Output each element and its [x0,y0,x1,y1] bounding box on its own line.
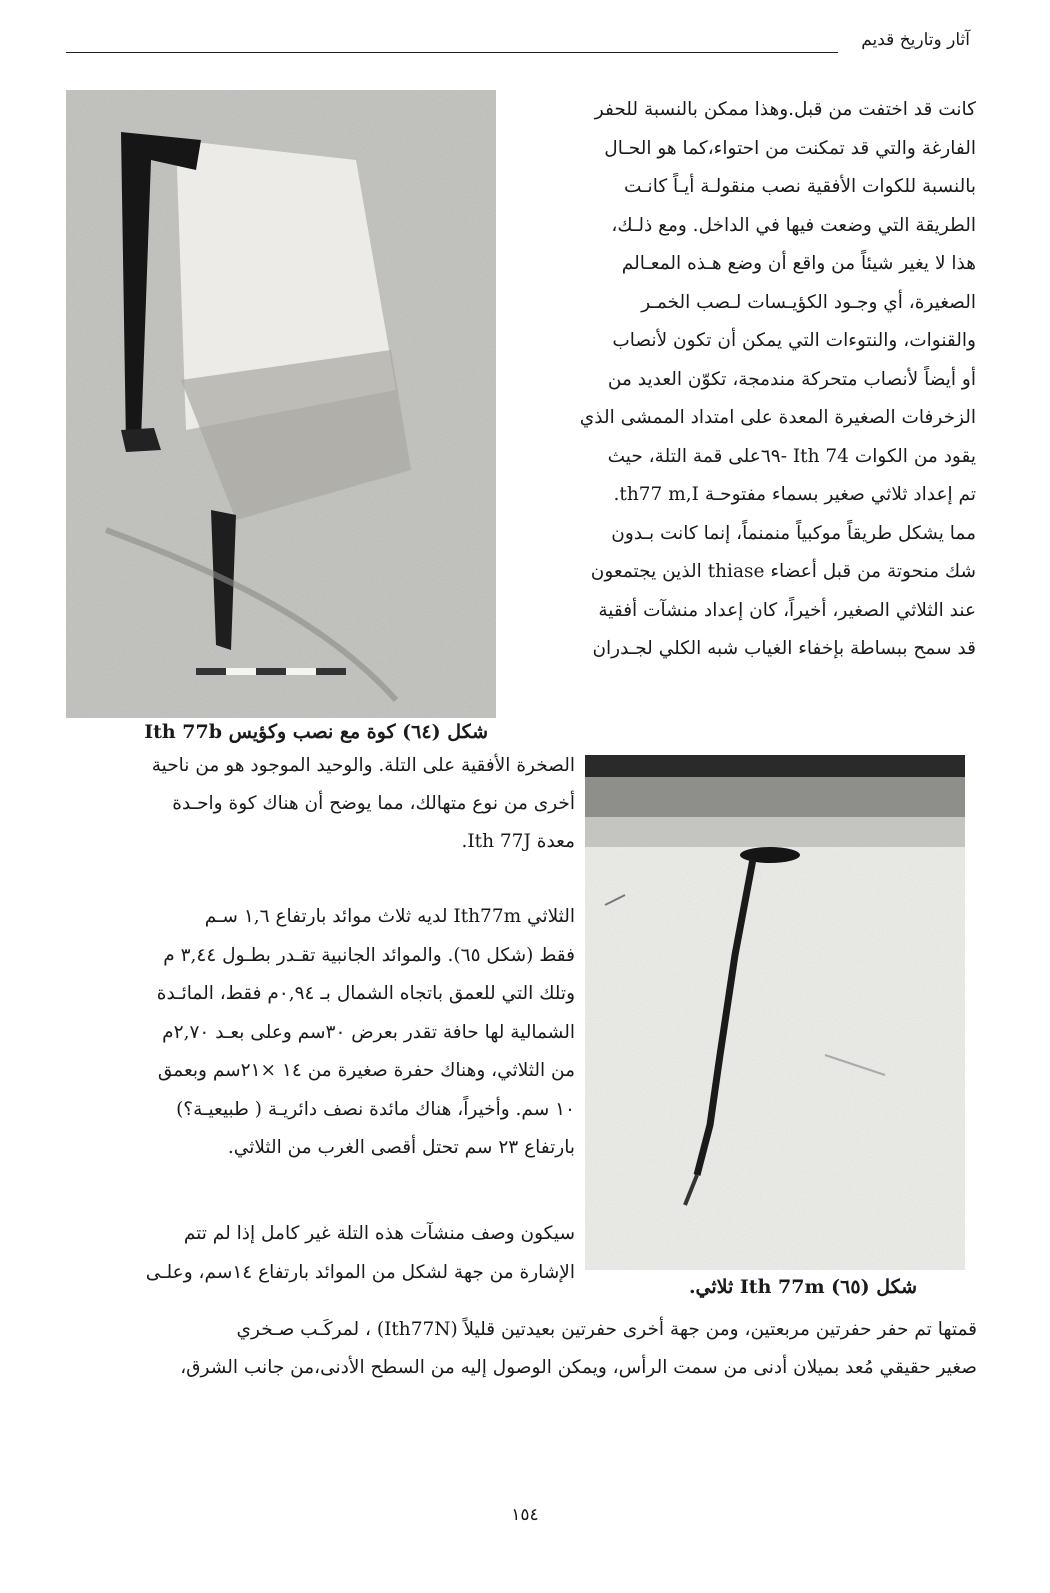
text-line: سيكون وصف منشآت هذه التلة غير كامل إذا لم تتم [183,1223,575,1244]
text-line: الإشارة من جهة لشكل من الموائد بارتفاع ١٤سم، وعلـى [145,1261,575,1283]
text-line: والقنوات، والنتوءات التي يمكن أن تكون لأنصاب [612,330,976,351]
text-line: الفارغة والتي قد تمكنت من احتواء،كما هو الحـال [604,137,976,159]
left-mid-text [70,898,575,1168]
figure-64-photo [66,90,496,718]
text-line: هذا لا يغير شيئاً من واقع أن وضع هـذه المعـالم [621,253,976,274]
header-title: آثار وتاريخ قديم [861,30,970,50]
left-low-text [70,1215,575,1292]
header-rule [66,52,838,53]
text-line: قمتها تم حفر حفرتين مربعتين، ومن جهة أخرى حفرتين بعيدتين قليلاً (Ith77N) ، لمركَـب صـخري [236,1319,977,1340]
text-line: بالنسبة للكوات الأفقية نصب منقولـة أيـاً كانـت [623,176,976,197]
text-line: فقط (شكل ٦٥). والموائد الجانبية تقـدر بطـول ٣,٤٤ م [163,944,575,966]
text-line: وتلك التي للعمق باتجاه الشمال بـ ٠,٩٤م فقط، المائـدة [156,983,575,1004]
full-width-text [72,1311,977,1387]
text-line: من الثلاثي، وهناك حفرة صغيرة من ١٤ ×٢١سم وبعمق [157,1060,575,1081]
figure-65-caption: شكل (٦٥) Ith 77m ثلاثي. [688,1276,917,1298]
text-line: الشمالية لها حافة تقدر بعرض ٣٠سم وعلى بعـد ٢,٧٠م [162,1021,575,1043]
text-line: الصخرة الأفقية على التلة. والوحيد الموجود هو من ناحية [151,755,575,776]
page-number: ١٥٤ [511,1505,539,1525]
text-line: أخرى من نوع متهالك، مما يوضح أن هناك كوة واحـدة [172,793,575,814]
text-line: ١٠ سم. وأخيراً، هناك مائدة نصف دائريـة ( طبيعيـة؟) [176,1098,575,1120]
text-line: بارتفاع ٢٣ سم تحتل أقصى الغرب من الثلاثي. [227,1137,575,1158]
text-line: صغير حقيقي مُعد بميلان أدنى من سمت الرأس، ويمكن الوصول إليه من السطح الأدنى،من جانب الشرق، [180,1357,977,1378]
text-line: تم إعداد ثلاثي صغير بسماء مفتوحـة th77 m,I. [613,484,976,505]
text-line: الثلاثي Ith77m لديه ثلاث موائد بارتفاع ١,٦ سـم [204,906,575,927]
right-column-text [521,91,976,669]
text-line: قد سمح ببساطة بإخفاء الغياب شبه الكلي لجـدران [592,638,976,659]
text-line: مما يشكل طريقاً موكبياً منمنماً، إنما كانت بـدون [611,522,976,544]
text-line: الطريقة التي وضعت فيها في الداخل. ومع ذلـك، [611,214,976,236]
text-line: معدة Ith 77J. [461,831,575,852]
text-line: الزخرفات الصغيرة المعدة على امتداد الممشى الذي [579,407,976,428]
figure-64-caption: شكل (٦٤) كوة مع نصب وكؤيس Ith 77b [144,721,488,743]
text-line: يقود من الكوات Ith 74 -٦٩على قمة التلة، حيث [607,445,976,467]
text-line: عند الثلاثي الصغير، أخيراً، كان إعداد منشآت أفقية [598,599,976,621]
text-line: كانت قد اختفت من قبل.وهذا ممكن بالنسبة للحفر [594,99,976,120]
text-line: أو أيضاً لأنصاب متحركة مندمجة، تكوّن العديد من [607,368,976,390]
text-line: الصغيرة، أي وجـود الكؤيـسات لـصب الخمـر [641,291,976,313]
text-line: شك منحوتة من قبل أعضاء thiase الذين يجتمعون [590,561,976,582]
left-upper-text [70,747,575,861]
figure-65-photo [585,755,965,1270]
